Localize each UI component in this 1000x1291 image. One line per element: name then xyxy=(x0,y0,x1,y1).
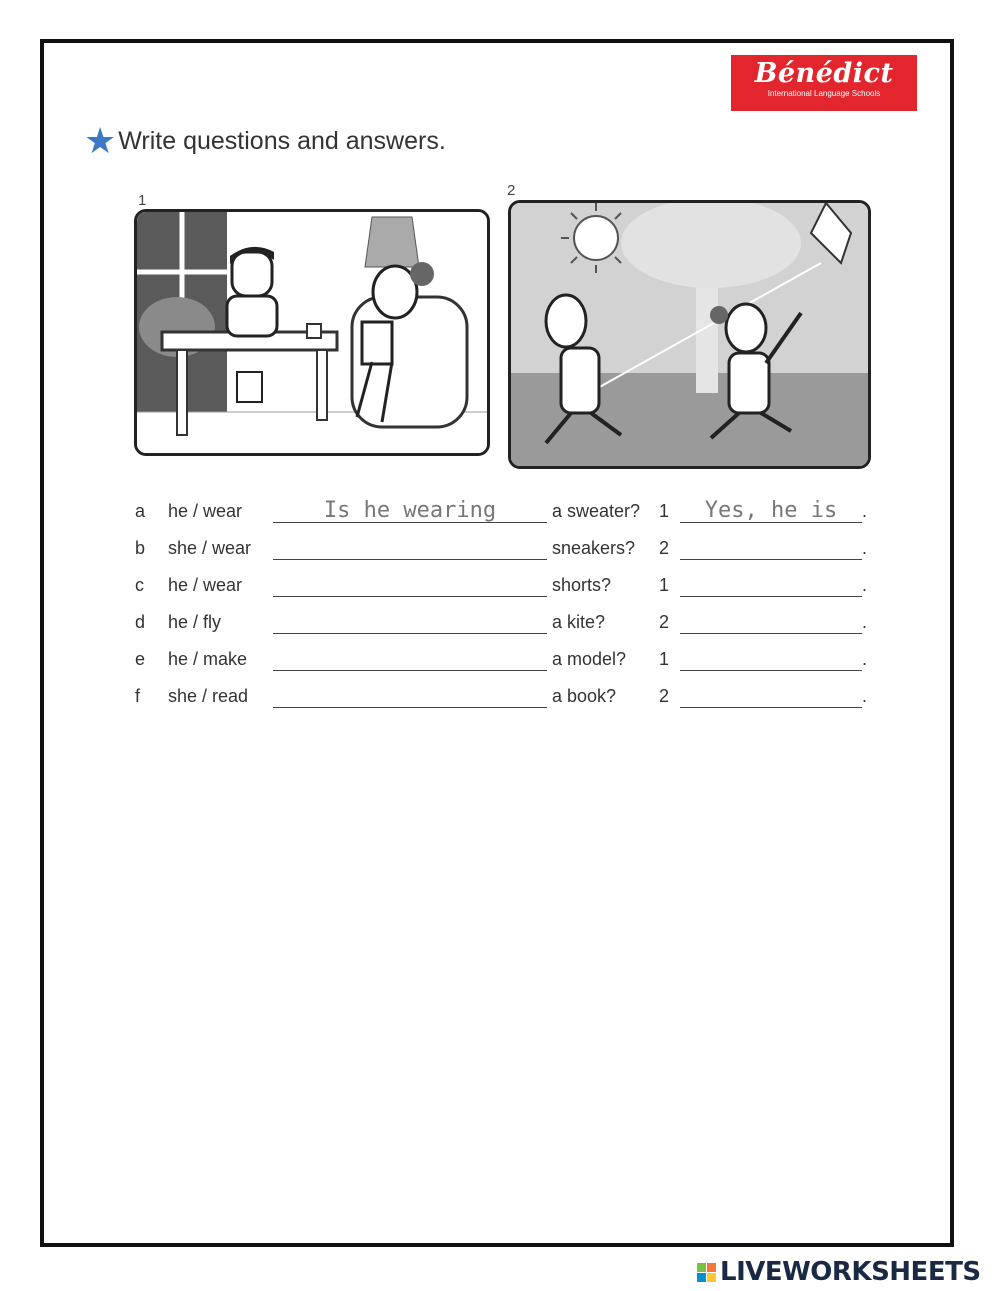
star-icon: ★ xyxy=(84,120,117,161)
picture-2-number: 2 xyxy=(507,182,516,199)
footer-text: LIVEWORKSHEETS xyxy=(720,1257,981,1287)
liveworksheets-logo-icon xyxy=(697,1263,716,1282)
row-period: . xyxy=(862,501,868,521)
row-object: a book? xyxy=(552,686,617,706)
benedict-logo xyxy=(731,55,917,111)
row-period: . xyxy=(862,612,868,632)
question-input[interactable] xyxy=(273,607,547,634)
row-prompt: she / wear xyxy=(168,538,252,558)
logo-brand: Bénédict xyxy=(754,58,894,89)
row-prompt: she / read xyxy=(168,686,249,706)
row-letter: a xyxy=(135,501,146,521)
answer-input[interactable] xyxy=(680,533,862,560)
question-input[interactable] xyxy=(273,644,547,671)
exercise-row-b xyxy=(0,533,1000,563)
row-picture-number: 1 xyxy=(659,575,670,595)
question-answer-text: Is he wearing xyxy=(323,498,497,523)
answer-input[interactable] xyxy=(680,644,862,671)
logo-tagline: International Language Schools xyxy=(767,89,881,98)
row-prompt: he / make xyxy=(168,649,248,669)
row-picture-number: 2 xyxy=(659,538,670,558)
picture-1 xyxy=(134,209,490,456)
row-picture-number: 2 xyxy=(659,686,670,706)
picture-1-number: 1 xyxy=(138,192,147,209)
row-object: sneakers? xyxy=(552,538,636,558)
answer-input[interactable] xyxy=(680,607,862,634)
title-text: Write questions and answers. xyxy=(118,126,446,155)
row-picture-number: 1 xyxy=(659,649,670,669)
answer-input[interactable] xyxy=(680,570,862,597)
row-letter: d xyxy=(135,612,146,632)
row-letter: b xyxy=(135,538,146,558)
picture-1-illustration xyxy=(137,212,487,453)
row-prompt: he / wear xyxy=(168,575,243,595)
row-letter: c xyxy=(135,575,144,595)
row-object: a model? xyxy=(552,649,627,669)
row-object: shorts? xyxy=(552,575,612,595)
row-period: . xyxy=(862,538,868,558)
question-input[interactable] xyxy=(273,496,547,523)
exercise-row-a xyxy=(0,496,1000,526)
row-period: . xyxy=(862,649,868,669)
exercise-title xyxy=(84,120,446,161)
row-prompt: he / fly xyxy=(168,612,222,632)
answer-input[interactable] xyxy=(680,681,862,708)
exercise-row-f xyxy=(0,681,1000,711)
exercise-row-c xyxy=(0,570,1000,600)
answer-input[interactable] xyxy=(680,496,862,523)
row-prompt: he / wear xyxy=(168,501,243,521)
row-picture-number: 1 xyxy=(659,501,670,521)
row-period: . xyxy=(862,686,868,706)
liveworksheets-footer xyxy=(697,1257,981,1287)
picture-2 xyxy=(508,200,871,469)
exercise-row-d xyxy=(0,607,1000,637)
row-period: . xyxy=(862,575,868,595)
row-letter: e xyxy=(135,649,146,669)
question-input[interactable] xyxy=(273,570,547,597)
row-object: a sweater? xyxy=(552,501,641,521)
exercise-row-e xyxy=(0,644,1000,674)
question-input[interactable] xyxy=(273,681,547,708)
row-letter: f xyxy=(135,686,141,706)
row-picture-number: 2 xyxy=(659,612,670,632)
row-object: a kite? xyxy=(552,612,606,632)
answer-text: Yes, he is xyxy=(704,498,838,523)
question-input[interactable] xyxy=(273,533,547,560)
picture-2-illustration xyxy=(511,203,868,466)
